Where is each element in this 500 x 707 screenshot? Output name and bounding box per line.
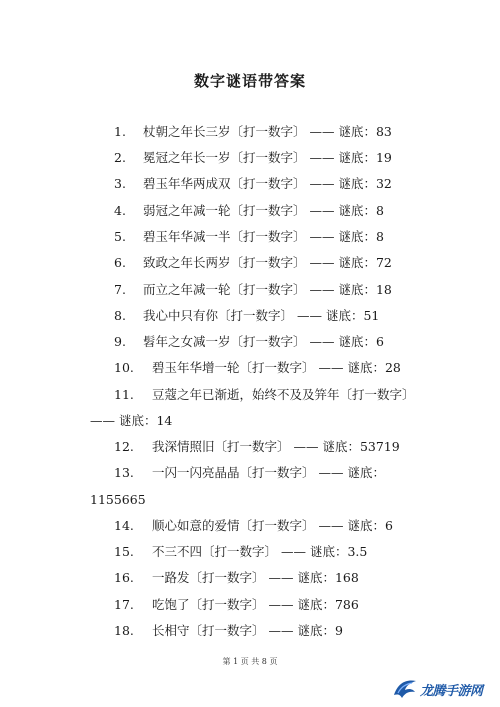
item-number: 13. — [114, 465, 134, 480]
item-number: 9. — [114, 334, 126, 349]
item-number: 11. — [114, 387, 134, 402]
item-text: 吃饱了〔打一数字〕 —— 谜底：786 — [152, 597, 359, 612]
item-text: 冕冠之年长一岁〔打一数字〕 —— 谜底：19 — [143, 150, 392, 165]
item-number: 16. — [114, 570, 134, 585]
item-text: 我深情照旧〔打一数字〕 —— 谜底：53719 — [152, 439, 400, 454]
item-continuation: —— 谜底：14 — [90, 413, 173, 428]
item-number: 12. — [114, 439, 134, 454]
item-text: 碧玉年华两成双〔打一数字〕 —— 谜底：32 — [143, 176, 392, 191]
dragon-logo-icon — [392, 677, 418, 701]
page-title: 数字谜语带答案 — [193, 72, 306, 90]
item-text: 不三不四〔打一数字〕 —— 谜底：3.5 — [152, 544, 368, 559]
item-text: 碧玉年华增一轮〔打一数字〕 —— 谜底：28 — [152, 360, 401, 375]
item-number: 3. — [114, 176, 126, 191]
item-number: 5. — [114, 229, 126, 244]
item-text: 而立之年减一轮〔打一数字〕 —— 谜底：18 — [143, 282, 392, 297]
item-number: 17. — [114, 597, 134, 612]
item-text: 弱冠之年减一轮〔打一数字〕 —— 谜底：8 — [143, 203, 384, 218]
item-number: 18. — [114, 623, 134, 638]
item-number: 14. — [114, 518, 134, 533]
item-number: 6. — [114, 255, 126, 270]
item-text: 致政之年长两岁〔打一数字〕 —— 谜底：72 — [143, 255, 392, 270]
watermark-text: 龙腾手游网 — [420, 683, 483, 699]
item-text: 一闪一闪亮晶晶〔打一数字〕 —— 谜底： — [152, 465, 385, 480]
item-number: 7. — [114, 282, 126, 297]
item-number: 8. — [114, 308, 126, 323]
item-number: 1. — [114, 124, 126, 139]
item-text: 碧玉年华减一半〔打一数字〕 —— 谜底：8 — [143, 229, 384, 244]
item-number: 10. — [114, 360, 134, 375]
item-text: 一路发〔打一数字〕 —— 谜底：168 — [152, 570, 359, 585]
item-text: 顺心如意的爱情〔打一数字〕 —— 谜底：6 — [152, 518, 393, 533]
item-continuation: 1155665 — [90, 492, 146, 507]
item-text: 杖朝之年长三岁〔打一数字〕 —— 谜底：83 — [143, 124, 392, 139]
site-watermark — [392, 676, 492, 702]
item-number: 4. — [114, 203, 126, 218]
item-number: 2. — [114, 150, 126, 165]
item-text: 长相守〔打一数字〕 —— 谜底：9 — [152, 623, 343, 638]
item-text: 豆蔻之年已渐逝，始终不及及笄年〔打一数字〕 — [152, 387, 415, 402]
page-footer: 第 1 页 共 8 页 — [222, 657, 278, 666]
item-text: 我心中只有你〔打一数字〕 —— 谜底：51 — [143, 308, 380, 323]
item-text: 髫年之女减一岁〔打一数字〕 —— 谜底：6 — [143, 334, 384, 349]
item-number: 15. — [114, 544, 134, 559]
